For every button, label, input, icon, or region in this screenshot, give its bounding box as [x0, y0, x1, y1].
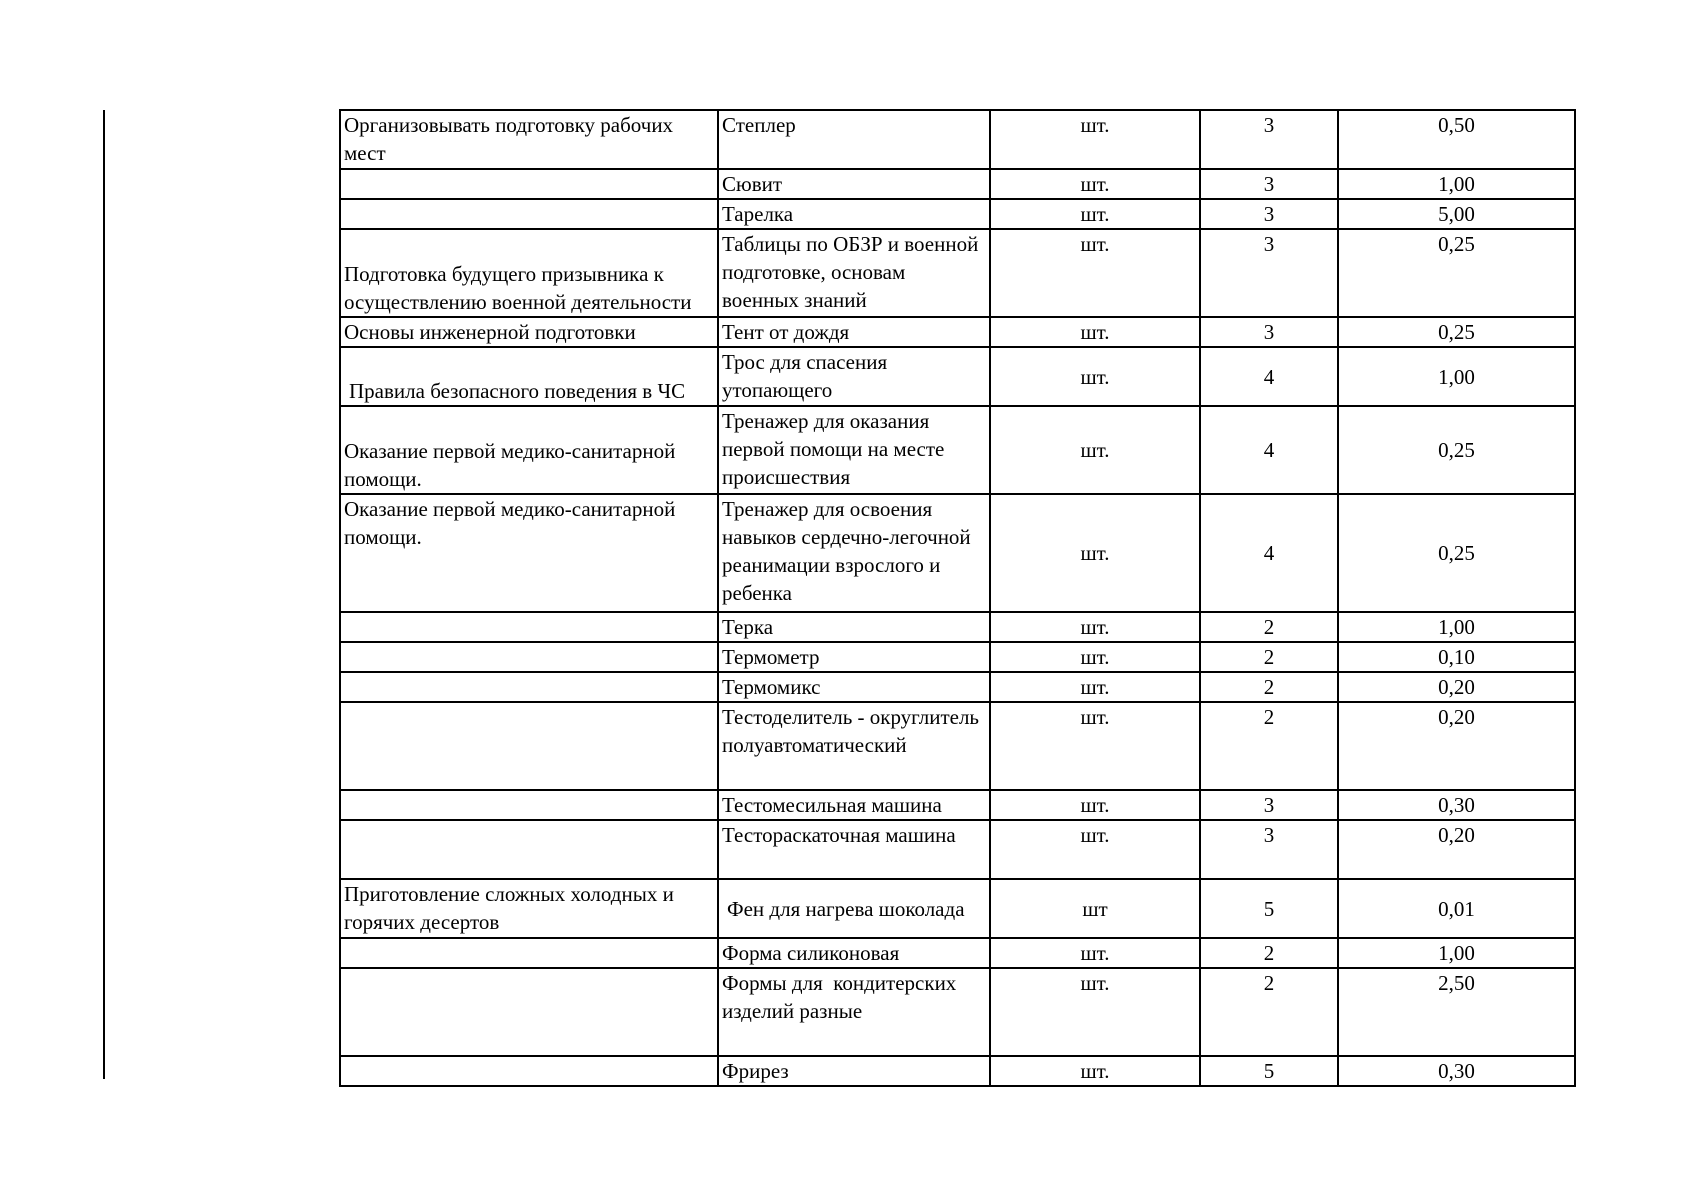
quantity-cell: 3 — [1200, 820, 1338, 879]
quantity-cell: 5 — [1200, 1056, 1338, 1086]
unit-cell: шт. — [990, 494, 1200, 612]
table-row — [340, 612, 1575, 642]
value-cell: 1,00 — [1338, 347, 1575, 406]
table-row — [340, 169, 1575, 199]
table-row — [340, 347, 1575, 406]
quantity-cell: 3 — [1200, 790, 1338, 820]
quantity-cell: 3 — [1200, 169, 1338, 199]
section-cell — [340, 968, 718, 1056]
table-row — [340, 938, 1575, 968]
quantity-cell: 4 — [1200, 406, 1338, 494]
item-name-cell: Сювит — [718, 169, 990, 199]
unit-cell: шт. — [990, 968, 1200, 1056]
section-cell — [340, 790, 718, 820]
table-row — [340, 494, 1575, 612]
section-cell — [340, 199, 718, 229]
value-cell: 0,30 — [1338, 790, 1575, 820]
unit-cell: шт. — [990, 642, 1200, 672]
quantity-cell: 2 — [1200, 612, 1338, 642]
item-name-cell: Форма силиконовая — [718, 938, 990, 968]
section-cell: Приготовление сложных холодных и горячих десертов — [340, 879, 718, 938]
value-cell: 0,25 — [1338, 317, 1575, 347]
quantity-cell: 2 — [1200, 938, 1338, 968]
section-cell — [340, 169, 718, 199]
equipment-table — [339, 109, 1576, 1087]
quantity-cell: 3 — [1200, 229, 1338, 317]
value-cell: 0,10 — [1338, 642, 1575, 672]
page-margin-line — [103, 110, 105, 1079]
value-cell: 0,30 — [1338, 1056, 1575, 1086]
unit-cell: шт. — [990, 1056, 1200, 1086]
section-cell — [340, 702, 718, 790]
quantity-cell: 2 — [1200, 672, 1338, 702]
table-row — [340, 702, 1575, 790]
table-row — [340, 672, 1575, 702]
section-cell: Подготовка будущего призывника к осуществлению военной деятельности — [340, 229, 718, 317]
item-name-cell: Тренажер для освоения навыков сердечно-легочной реанимации взрослого и ребенка — [718, 494, 990, 612]
value-cell: 1,00 — [1338, 169, 1575, 199]
item-name-cell: Термометр — [718, 642, 990, 672]
section-cell — [340, 820, 718, 879]
section-cell: Основы инженерной подготовки — [340, 317, 718, 347]
quantity-cell: 3 — [1200, 110, 1338, 169]
section-cell — [340, 1056, 718, 1086]
quantity-cell: 5 — [1200, 879, 1338, 938]
item-name-cell: Фрирез — [718, 1056, 990, 1086]
table-row — [340, 642, 1575, 672]
value-cell: 0,50 — [1338, 110, 1575, 169]
section-cell: Оказание первой медико-санитарной помощи. — [340, 494, 718, 612]
section-cell: Правила безопасного поведения в ЧС — [340, 347, 718, 406]
table-row — [340, 317, 1575, 347]
value-cell: 1,00 — [1338, 938, 1575, 968]
quantity-cell: 3 — [1200, 199, 1338, 229]
unit-cell: шт. — [990, 612, 1200, 642]
table-row — [340, 879, 1575, 938]
quantity-cell: 3 — [1200, 317, 1338, 347]
value-cell: 0,25 — [1338, 494, 1575, 612]
value-cell: 0,25 — [1338, 406, 1575, 494]
unit-cell: шт. — [990, 317, 1200, 347]
table-row — [340, 1056, 1575, 1086]
section-cell — [340, 612, 718, 642]
item-name-cell: Тент от дождя — [718, 317, 990, 347]
section-cell — [340, 642, 718, 672]
quantity-cell: 4 — [1200, 347, 1338, 406]
quantity-cell: 2 — [1200, 968, 1338, 1056]
table-row — [340, 968, 1575, 1056]
section-cell: Оказание первой медико-санитарной помощи. — [340, 406, 718, 494]
value-cell: 0,20 — [1338, 702, 1575, 790]
item-name-cell: Таблицы по ОБЗР и военной подготовке, основам военных знаний — [718, 229, 990, 317]
table-row — [340, 229, 1575, 317]
value-cell: 0,20 — [1338, 672, 1575, 702]
item-name-cell: Фен для нагрева шоколада — [718, 879, 990, 938]
table-row — [340, 110, 1575, 169]
unit-cell: шт. — [990, 110, 1200, 169]
section-cell: Организовывать подготовку рабочих мест — [340, 110, 718, 169]
value-cell: 1,00 — [1338, 612, 1575, 642]
unit-cell: шт. — [990, 169, 1200, 199]
unit-cell: шт. — [990, 347, 1200, 406]
quantity-cell: 2 — [1200, 642, 1338, 672]
unit-cell: шт. — [990, 820, 1200, 879]
unit-cell: шт. — [990, 229, 1200, 317]
item-name-cell: Тестомесильная машина — [718, 790, 990, 820]
section-cell — [340, 938, 718, 968]
unit-cell: шт. — [990, 938, 1200, 968]
table-row — [340, 406, 1575, 494]
item-name-cell: Тестоделитель - округлитель полуавтоматический — [718, 702, 990, 790]
quantity-cell: 4 — [1200, 494, 1338, 612]
quantity-cell: 2 — [1200, 702, 1338, 790]
item-name-cell: Трос для спасения утопающего — [718, 347, 990, 406]
table-row — [340, 790, 1575, 820]
item-name-cell: Тарелка — [718, 199, 990, 229]
item-name-cell: Степлер — [718, 110, 990, 169]
unit-cell: шт. — [990, 199, 1200, 229]
unit-cell: шт. — [990, 672, 1200, 702]
item-name-cell: Тренажер для оказания первой помощи на месте происшествия — [718, 406, 990, 494]
item-name-cell: Формы для кондитерских изделий разные — [718, 968, 990, 1056]
item-name-cell: Терка — [718, 612, 990, 642]
item-name-cell: Термомикс — [718, 672, 990, 702]
value-cell: 0,20 — [1338, 820, 1575, 879]
value-cell: 0,25 — [1338, 229, 1575, 317]
table-row — [340, 820, 1575, 879]
unit-cell: шт. — [990, 406, 1200, 494]
table-row — [340, 199, 1575, 229]
unit-cell: шт. — [990, 790, 1200, 820]
value-cell: 5,00 — [1338, 199, 1575, 229]
value-cell: 0,01 — [1338, 879, 1575, 938]
item-name-cell: Тестораскаточная машина — [718, 820, 990, 879]
unit-cell: шт — [990, 879, 1200, 938]
value-cell: 2,50 — [1338, 968, 1575, 1056]
section-cell — [340, 672, 718, 702]
unit-cell: шт. — [990, 702, 1200, 790]
